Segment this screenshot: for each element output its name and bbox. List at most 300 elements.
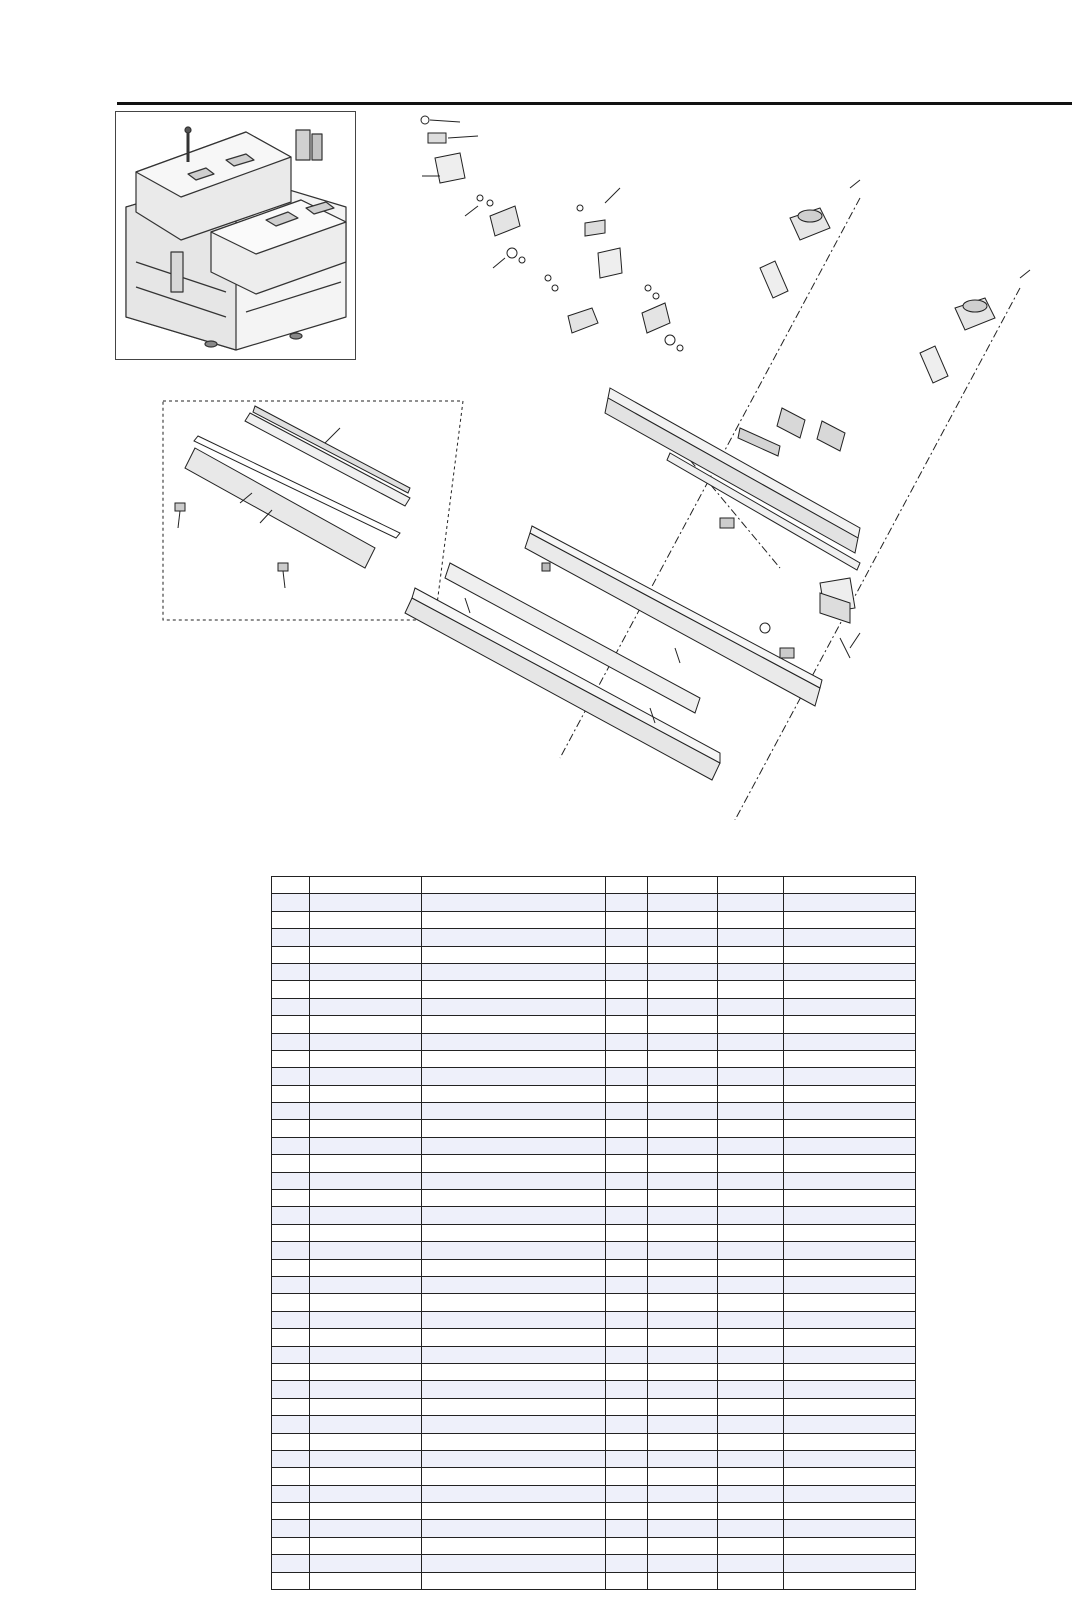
table-cell (648, 1450, 718, 1467)
table-cell (272, 911, 310, 928)
table-cell (784, 946, 916, 963)
table-cell (784, 1520, 916, 1537)
table-cell (272, 1033, 310, 1050)
table-cell (310, 1311, 422, 1328)
table-cell (648, 1416, 718, 1433)
table-cell (310, 1016, 422, 1033)
table-cell (648, 1572, 718, 1589)
table-cell (272, 981, 310, 998)
table-cell (784, 1259, 916, 1276)
table-cell (422, 1450, 606, 1467)
table-cell (648, 1555, 718, 1572)
table-row (272, 963, 916, 980)
table-cell (648, 911, 718, 928)
table-cell (272, 894, 310, 911)
table-cell (648, 1120, 718, 1137)
table-row (272, 1311, 916, 1328)
table-row (272, 1537, 916, 1554)
table-cell (272, 1346, 310, 1363)
table-cell (718, 1485, 784, 1502)
table-row (272, 1294, 916, 1311)
table-cell (648, 1294, 718, 1311)
table-cell (606, 1120, 648, 1137)
table-cell (718, 1381, 784, 1398)
table-cell (648, 1068, 718, 1085)
table-cell (310, 981, 422, 998)
table-cell (606, 1572, 648, 1589)
table-cell (606, 981, 648, 998)
table-row (272, 877, 916, 894)
table-cell (648, 946, 718, 963)
table-cell (718, 1120, 784, 1137)
table-cell (272, 1242, 310, 1259)
table-row (272, 1520, 916, 1537)
table-cell (272, 1572, 310, 1589)
table-row (272, 1224, 916, 1241)
table-cell (718, 1242, 784, 1259)
table-cell (272, 929, 310, 946)
table-cell (272, 1068, 310, 1085)
table-cell (718, 877, 784, 894)
table-cell (648, 1537, 718, 1554)
table-cell (422, 1190, 606, 1207)
table-cell (784, 1503, 916, 1520)
table-cell (422, 1016, 606, 1033)
table-cell (310, 1468, 422, 1485)
table-cell (784, 1172, 916, 1189)
table-cell (272, 1137, 310, 1154)
table-cell (718, 1503, 784, 1520)
table-cell (648, 1503, 718, 1520)
table-cell (272, 1224, 310, 1241)
table-row (272, 1190, 916, 1207)
table-cell (718, 1329, 784, 1346)
table-row (272, 1120, 916, 1137)
table-cell (648, 1033, 718, 1050)
table-cell (422, 1276, 606, 1293)
table-cell (272, 1103, 310, 1120)
table-cell (606, 1085, 648, 1102)
table-cell (718, 1363, 784, 1380)
table-cell (272, 1172, 310, 1189)
table-cell (422, 1155, 606, 1172)
table-row (272, 1416, 916, 1433)
table-cell (648, 1381, 718, 1398)
table-cell (718, 1311, 784, 1328)
table-row (272, 1450, 916, 1467)
table-cell (784, 1103, 916, 1120)
table-cell (272, 946, 310, 963)
table-cell (648, 1346, 718, 1363)
table-row (272, 1242, 916, 1259)
table-cell (272, 1259, 310, 1276)
table-cell (606, 1503, 648, 1520)
table-cell (422, 1033, 606, 1050)
table-cell (718, 1190, 784, 1207)
table-cell (718, 1450, 784, 1467)
parts-table (271, 876, 916, 1590)
table-cell (272, 963, 310, 980)
table-cell (718, 963, 784, 980)
table-row (272, 1033, 916, 1050)
table-row (272, 1363, 916, 1380)
table-cell (648, 1016, 718, 1033)
table-cell (784, 1311, 916, 1328)
table-cell (648, 1398, 718, 1415)
table-cell (606, 1450, 648, 1467)
table-cell (648, 894, 718, 911)
table-row (272, 1050, 916, 1067)
table-row (272, 894, 916, 911)
table-cell (310, 929, 422, 946)
table-cell (422, 1520, 606, 1537)
table-cell (310, 1346, 422, 1363)
table-cell (272, 1311, 310, 1328)
table-cell (422, 894, 606, 911)
table-cell (718, 1398, 784, 1415)
table-cell (606, 1207, 648, 1224)
table-cell (310, 1224, 422, 1241)
table-cell (606, 1172, 648, 1189)
table-cell (648, 1485, 718, 1502)
table-cell (648, 1050, 718, 1067)
table-cell (784, 1224, 916, 1241)
table-cell (606, 1433, 648, 1450)
table-cell (648, 1137, 718, 1154)
table-cell (606, 1294, 648, 1311)
table-cell (422, 1172, 606, 1189)
table-row (272, 1016, 916, 1033)
table-cell (784, 1381, 916, 1398)
table-cell (718, 1537, 784, 1554)
table-cell (718, 1155, 784, 1172)
table-cell (310, 1172, 422, 1189)
table-row (272, 1085, 916, 1102)
table-cell (422, 1363, 606, 1380)
table-cell (310, 1137, 422, 1154)
table-cell (422, 911, 606, 928)
table-cell (718, 1294, 784, 1311)
table-cell (606, 998, 648, 1015)
table-cell (422, 1259, 606, 1276)
table-cell (310, 877, 422, 894)
table-cell (648, 981, 718, 998)
table-cell (718, 1103, 784, 1120)
table-cell (310, 1242, 422, 1259)
table-row (272, 1172, 916, 1189)
table-cell (784, 963, 916, 980)
table-cell (310, 1503, 422, 1520)
table-row (272, 1485, 916, 1502)
table-row (272, 1259, 916, 1276)
table-row (272, 1503, 916, 1520)
table-cell (310, 1068, 422, 1085)
table-cell (272, 1416, 310, 1433)
table-cell (784, 1537, 916, 1554)
table-row (272, 1276, 916, 1293)
table-cell (718, 911, 784, 928)
table-cell (606, 1190, 648, 1207)
table-cell (784, 877, 916, 894)
table-cell (606, 877, 648, 894)
table-row (272, 1398, 916, 1415)
table-cell (648, 1329, 718, 1346)
header-rule (117, 102, 1072, 105)
table-cell (648, 1433, 718, 1450)
table-cell (606, 1555, 648, 1572)
table-cell (310, 1450, 422, 1467)
table-cell (718, 1572, 784, 1589)
table-cell (648, 1224, 718, 1241)
table-cell (606, 1363, 648, 1380)
table-cell (718, 1468, 784, 1485)
table-cell (606, 1068, 648, 1085)
table-row (272, 998, 916, 1015)
table-cell (272, 1294, 310, 1311)
table-cell (784, 894, 916, 911)
table-cell (606, 1381, 648, 1398)
table-cell (648, 1363, 718, 1380)
table-cell (310, 1259, 422, 1276)
table-cell (422, 1085, 606, 1102)
table-cell (648, 1468, 718, 1485)
table-cell (648, 1259, 718, 1276)
table-cell (310, 1103, 422, 1120)
table-row (272, 1137, 916, 1154)
table-cell (784, 1068, 916, 1085)
table-cell (606, 1537, 648, 1554)
table-cell (606, 1346, 648, 1363)
table-cell (648, 998, 718, 1015)
table-cell (422, 1346, 606, 1363)
table-cell (422, 998, 606, 1015)
table-row (272, 1207, 916, 1224)
table-cell (718, 998, 784, 1015)
table-cell (648, 1155, 718, 1172)
table-cell (718, 894, 784, 911)
table-cell (648, 1085, 718, 1102)
table-cell (272, 1381, 310, 1398)
table-cell (422, 963, 606, 980)
table-cell (422, 1433, 606, 1450)
table-cell (272, 1050, 310, 1067)
table-row (272, 1555, 916, 1572)
table-cell (272, 1485, 310, 1502)
table-cell (272, 1450, 310, 1467)
table-row (272, 1346, 916, 1363)
table-cell (718, 981, 784, 998)
table-cell (784, 1329, 916, 1346)
table-cell (606, 1242, 648, 1259)
table-cell (272, 1363, 310, 1380)
exploded-parts-diagram (160, 108, 1087, 820)
table-cell (310, 911, 422, 928)
table-cell (648, 929, 718, 946)
table-cell (784, 1398, 916, 1415)
table-cell (784, 1433, 916, 1450)
table-cell (718, 1050, 784, 1067)
table-cell (272, 1207, 310, 1224)
table-cell (310, 1433, 422, 1450)
table-cell (606, 911, 648, 928)
table-cell (648, 1103, 718, 1120)
table-cell (422, 1485, 606, 1502)
table-cell (606, 1311, 648, 1328)
table-row (272, 1155, 916, 1172)
table-cell (718, 1137, 784, 1154)
table-cell (606, 929, 648, 946)
table-cell (310, 963, 422, 980)
table-cell (718, 1416, 784, 1433)
table-cell (422, 1416, 606, 1433)
table-cell (272, 1468, 310, 1485)
table-cell (310, 894, 422, 911)
table-cell (784, 1242, 916, 1259)
table-cell (718, 1259, 784, 1276)
table-row (272, 946, 916, 963)
table-cell (272, 1503, 310, 1520)
table-cell (648, 1242, 718, 1259)
table-cell (422, 1103, 606, 1120)
table-cell (422, 1572, 606, 1589)
table-cell (718, 1555, 784, 1572)
table-cell (718, 1276, 784, 1293)
table-cell (606, 1050, 648, 1067)
table-cell (718, 1068, 784, 1085)
table-cell (718, 1172, 784, 1189)
table-cell (422, 929, 606, 946)
parts-table-body (272, 877, 916, 1590)
table-cell (784, 1485, 916, 1502)
table-cell (784, 1294, 916, 1311)
table-row (272, 1381, 916, 1398)
table-cell (310, 1155, 422, 1172)
table-cell (272, 1537, 310, 1554)
table-cell (606, 1155, 648, 1172)
table-cell (272, 1155, 310, 1172)
table-cell (422, 1207, 606, 1224)
table-cell (606, 1103, 648, 1120)
table-cell (784, 1572, 916, 1589)
table-cell (310, 1033, 422, 1050)
table-cell (422, 1381, 606, 1398)
table-cell (422, 1468, 606, 1485)
table-cell (422, 1311, 606, 1328)
table-cell (784, 1555, 916, 1572)
table-cell (784, 998, 916, 1015)
table-row (272, 1433, 916, 1450)
table-cell (422, 1398, 606, 1415)
table-row (272, 1329, 916, 1346)
table-cell (422, 1329, 606, 1346)
table-cell (310, 1363, 422, 1380)
table-cell (718, 1085, 784, 1102)
table-cell (606, 894, 648, 911)
table-cell (784, 1190, 916, 1207)
table-row (272, 1068, 916, 1085)
table-cell (272, 1433, 310, 1450)
table-cell (272, 1016, 310, 1033)
table-row (272, 1468, 916, 1485)
table-cell (784, 911, 916, 928)
table-cell (648, 963, 718, 980)
table-cell (310, 1485, 422, 1502)
table-cell (606, 1329, 648, 1346)
table-cell (310, 1294, 422, 1311)
table-cell (272, 1398, 310, 1415)
table-cell (648, 1276, 718, 1293)
table-cell (310, 1416, 422, 1433)
table-cell (606, 1416, 648, 1433)
table-cell (310, 1537, 422, 1554)
table-cell (272, 998, 310, 1015)
table-cell (718, 1346, 784, 1363)
table-row (272, 911, 916, 928)
table-cell (648, 877, 718, 894)
table-cell (784, 1155, 916, 1172)
table-cell (422, 1242, 606, 1259)
table-cell (784, 1016, 916, 1033)
table-cell (422, 1503, 606, 1520)
table-cell (422, 946, 606, 963)
table-cell (784, 1468, 916, 1485)
table-cell (310, 1120, 422, 1137)
table-cell (606, 1398, 648, 1415)
table-cell (310, 1085, 422, 1102)
table-row (272, 981, 916, 998)
table-cell (606, 946, 648, 963)
table-cell (310, 946, 422, 963)
table-cell (718, 1207, 784, 1224)
table-cell (784, 1450, 916, 1467)
exploded-view-icon (160, 108, 1087, 820)
table-cell (272, 877, 310, 894)
table-cell (606, 1033, 648, 1050)
table-cell (310, 1572, 422, 1589)
table-cell (310, 1381, 422, 1398)
table-cell (784, 1085, 916, 1102)
table-cell (422, 1137, 606, 1154)
table-row (272, 1103, 916, 1120)
table-cell (606, 963, 648, 980)
table-cell (272, 1555, 310, 1572)
table-cell (606, 1276, 648, 1293)
table-cell (648, 1172, 718, 1189)
table-cell (310, 1190, 422, 1207)
table-cell (784, 1120, 916, 1137)
table-cell (718, 1433, 784, 1450)
table-cell (272, 1276, 310, 1293)
table-cell (784, 1416, 916, 1433)
table-cell (784, 1276, 916, 1293)
table-cell (718, 946, 784, 963)
table-row (272, 1572, 916, 1589)
table-cell (272, 1520, 310, 1537)
table-cell (784, 981, 916, 998)
table-cell (272, 1085, 310, 1102)
table-cell (422, 877, 606, 894)
table-cell (310, 1555, 422, 1572)
table-cell (422, 1068, 606, 1085)
table-cell (310, 1207, 422, 1224)
table-cell (310, 1276, 422, 1293)
table-cell (422, 1120, 606, 1137)
table-cell (784, 1346, 916, 1363)
table-cell (422, 1050, 606, 1067)
table-cell (648, 1520, 718, 1537)
table-cell (310, 998, 422, 1015)
table-cell (718, 1224, 784, 1241)
